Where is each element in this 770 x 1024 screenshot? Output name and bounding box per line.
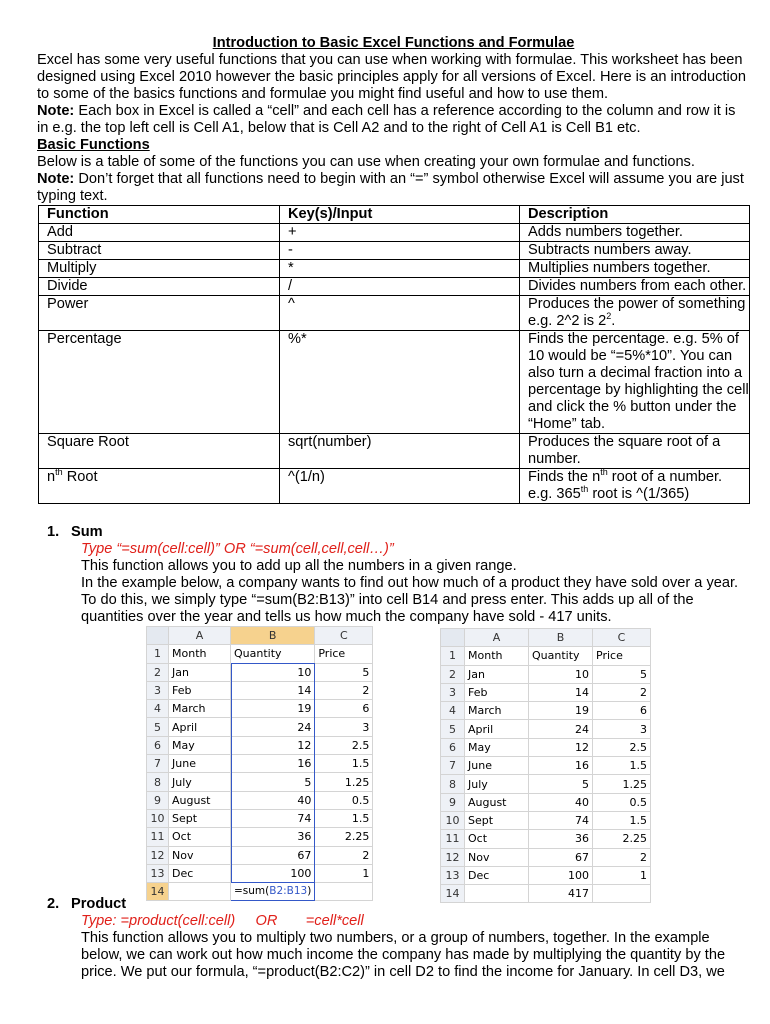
table-header-row <box>39 206 750 224</box>
sheet-row <box>441 885 651 903</box>
row-header[interactable]: 6 <box>441 738 465 756</box>
cell-function: Multiply <box>39 260 280 278</box>
table-row <box>39 224 750 242</box>
sheet-row <box>441 720 651 738</box>
sheet-row <box>441 848 651 866</box>
cell-function: Square Root <box>39 434 280 469</box>
sheet-cell[interactable]: July <box>465 775 529 793</box>
sheet-cell[interactable]: 6 <box>315 700 373 718</box>
sheet-cell[interactable]: Nov <box>169 846 231 864</box>
sheet-cell[interactable]: 36 <box>529 830 593 848</box>
total-cell[interactable]: 417 <box>529 885 593 903</box>
sheet-cell[interactable]: Dec <box>169 864 231 882</box>
sheet-cell[interactable]: May <box>465 738 529 756</box>
product-heading: Product <box>71 896 127 912</box>
sheet-cell[interactable]: 3 <box>315 718 373 736</box>
sheet-corner[interactable] <box>147 627 169 645</box>
sheet-cell[interactable]: Price <box>315 645 373 663</box>
cell-function: Percentage <box>39 331 280 434</box>
sheet-cell[interactable]: Oct <box>465 830 529 848</box>
sheet-cell[interactable]: Month <box>465 647 529 665</box>
sheet-cell[interactable]: 1.5 <box>315 755 373 773</box>
product-paragraph-1: This function allows you to multiply two numbers, or a group of numbers, together. In the example below, we can work out how much income the company has made by multiplying the quantity by the price. We put our formula, “=product(B2:C2)” in cell D2 to find the income for January. In cell D3, we <box>81 930 726 980</box>
note-equals <box>37 171 750 205</box>
row-header[interactable]: 4 <box>441 702 465 720</box>
sheet-cell[interactable]: July <box>169 773 231 791</box>
row-header[interactable]: 2 <box>147 663 169 681</box>
sheet-cell[interactable]: June <box>169 755 231 773</box>
sheet-row <box>441 647 651 665</box>
sheet-corner[interactable] <box>441 629 465 647</box>
note-label: Note: <box>37 103 75 119</box>
sheet-row <box>441 683 651 701</box>
sheet-cell[interactable] <box>465 885 529 903</box>
table-row <box>39 278 750 296</box>
row-header[interactable]: 14 <box>441 885 465 903</box>
sheet-cell[interactable]: May <box>169 736 231 754</box>
sheet-cell[interactable]: 67 <box>529 848 593 866</box>
cell-function: Add <box>39 224 280 242</box>
cell-key: * <box>280 260 520 278</box>
sum-paragraph-2: In the example below, a company wants to find out how much of a product they have sold over a year. To do this, we simply type “=sum(B2:B13)” into cell B14 and press enter. This adds up all of the quantities over the year and tells us how much the company have sold - 417 units. <box>81 575 739 625</box>
intro-paragraph: Excel has some very useful functions that you can use when working with formulae. This worksheet has been designed using Excel 2010 however the basic principles apply for all versions of Excel. Here is an introduction to some of the basics functions and formulae you might find useful and how to use them. <box>37 52 746 102</box>
sheet-cell[interactable]: 0.5 <box>315 791 373 809</box>
cell-description: Subtracts numbers away. <box>520 242 750 260</box>
row-header[interactable]: 7 <box>147 755 169 773</box>
sheet-cell[interactable]: 19 <box>231 700 315 718</box>
product-section <box>37 896 750 981</box>
sheet-cell[interactable]: 74 <box>529 811 593 829</box>
sheet-cell[interactable]: 1.5 <box>593 811 651 829</box>
sheet-cell[interactable]: 1 <box>593 866 651 884</box>
header-description: Description <box>520 206 750 224</box>
row-header[interactable]: 14 <box>147 883 169 901</box>
cell-description: Divides numbers from each other. <box>520 278 750 296</box>
sheet-cell[interactable]: Jan <box>465 665 529 683</box>
sheet-cell[interactable]: 36 <box>231 828 315 846</box>
sheet-row <box>441 738 651 756</box>
basic-functions-text: Below is a table of some of the functions you can use when creating your own formulae and functions. <box>37 154 695 170</box>
table-row <box>39 331 750 434</box>
row-header[interactable]: 8 <box>441 775 465 793</box>
cell-key: / <box>280 278 520 296</box>
sheet-cell[interactable]: 40 <box>529 793 593 811</box>
sheet-cell[interactable]: 16 <box>529 757 593 775</box>
sheet-cell[interactable]: Sept <box>465 811 529 829</box>
row-header[interactable]: 5 <box>147 718 169 736</box>
formula-cell[interactable]: =sum(B2:B13) <box>231 883 315 901</box>
basic-functions-heading: Basic Functions <box>37 137 150 153</box>
cell-key: sqrt(number) <box>280 434 520 469</box>
product-type-line: Type: =product(cell:cell) OR =cell*cell <box>81 913 364 929</box>
spreadsheet-with-result <box>440 628 651 903</box>
sheet-cell[interactable]: 1.5 <box>593 757 651 775</box>
row-header[interactable]: 5 <box>441 720 465 738</box>
sheet-cell[interactable]: Month <box>169 645 231 663</box>
sheet-cell[interactable]: 2 <box>315 846 373 864</box>
sheet-cell[interactable]: March <box>465 702 529 720</box>
sheet-cell[interactable]: 12 <box>231 736 315 754</box>
sheet-row <box>441 775 651 793</box>
sheet-cell[interactable]: Feb <box>169 681 231 699</box>
table-row <box>39 260 750 278</box>
row-header[interactable]: 4 <box>147 700 169 718</box>
row-header[interactable]: 11 <box>147 828 169 846</box>
sheet-cell[interactable]: 24 <box>529 720 593 738</box>
sheet-cell[interactable]: 100 <box>231 864 315 882</box>
sheet-cell[interactable]: Nov <box>465 848 529 866</box>
row-header[interactable]: 12 <box>441 848 465 866</box>
sum-type-line: Type “=sum(cell:cell)” OR “=sum(cell,cell,cell…)” <box>81 541 394 557</box>
sheet-cell[interactable] <box>593 885 651 903</box>
cell-key: - <box>280 242 520 260</box>
sheet-cell[interactable]: 10 <box>231 663 315 681</box>
row-header[interactable]: 1 <box>147 645 169 663</box>
row-header[interactable]: 1 <box>441 647 465 665</box>
column-header[interactable]: B <box>231 627 315 645</box>
sheet-cell[interactable]: Price <box>593 647 651 665</box>
sheet-cell[interactable]: April <box>169 718 231 736</box>
sheet-cell[interactable]: 100 <box>529 866 593 884</box>
row-header[interactable]: 7 <box>441 757 465 775</box>
sheet-cell[interactable]: Sept <box>169 809 231 827</box>
cell-description: Finds the percentage. e.g. 5% of 10 would be “=5%*10”. You can also turn a decimal fraction into a percentage by highlighting the cell and click the % button under the “Home” tab. <box>520 331 750 434</box>
note-text: Don’t forget that all functions need to begin with an “=” symbol otherwise Excel will assume you are just typing text. <box>37 171 744 204</box>
column-header[interactable]: B <box>529 629 593 647</box>
sheet-cell[interactable]: March <box>169 700 231 718</box>
row-header[interactable]: 13 <box>147 864 169 882</box>
sheet-cell[interactable]: 16 <box>231 755 315 773</box>
sheet-cell[interactable]: August <box>169 791 231 809</box>
sheet-cell[interactable]: Dec <box>465 866 529 884</box>
sheet-cell[interactable]: 2.25 <box>593 830 651 848</box>
cell-function: Divide <box>39 278 280 296</box>
sheet-row <box>441 811 651 829</box>
sheet-cell[interactable]: 1.25 <box>593 775 651 793</box>
sum-heading: Sum <box>71 524 103 540</box>
sheet-cell[interactable]: 40 <box>231 791 315 809</box>
sheet-cell[interactable]: Quantity <box>529 647 593 665</box>
table-row <box>39 434 750 469</box>
sheet-cell[interactable]: April <box>465 720 529 738</box>
sheet-cell[interactable]: 10 <box>529 665 593 683</box>
row-header[interactable]: 3 <box>441 683 465 701</box>
row-header[interactable]: 9 <box>441 793 465 811</box>
row-header[interactable]: 3 <box>147 681 169 699</box>
sheet-row <box>441 665 651 683</box>
sheet-cell[interactable]: 2 <box>593 683 651 701</box>
sheet-cell[interactable]: 5 <box>231 773 315 791</box>
sheet-cell[interactable]: 0.5 <box>593 793 651 811</box>
selected-range-outline <box>231 663 315 883</box>
sheet-cell[interactable]: 14 <box>231 681 315 699</box>
sheet-cell[interactable]: 5 <box>529 775 593 793</box>
sum-section <box>37 524 750 626</box>
sheet-cell[interactable] <box>315 883 373 901</box>
sheet-cell[interactable]: 1 <box>315 864 373 882</box>
sheet-cell[interactable] <box>169 883 231 901</box>
note-label: Note: <box>37 171 75 187</box>
sum-number: 1. <box>47 524 60 540</box>
cell-key: ^(1/n) <box>280 469 520 504</box>
sheet-cell[interactable]: 3 <box>593 720 651 738</box>
document-title: Introduction to Basic Excel Functions and Formulae <box>212 35 575 51</box>
sheet-cell[interactable]: 2 <box>315 681 373 699</box>
row-header[interactable]: 8 <box>147 773 169 791</box>
sheet-cell[interactable]: 67 <box>231 846 315 864</box>
cell-description: Multiplies numbers together. <box>520 260 750 278</box>
sheet-cell[interactable]: 2 <box>593 848 651 866</box>
cell-description: Finds the $n^{th}$ root of a number. e.g. 365th root is ^(1/365) <box>520 469 750 504</box>
row-header[interactable]: 12 <box>147 846 169 864</box>
sheet-cell[interactable]: August <box>465 793 529 811</box>
cell-description: Adds numbers together. <box>520 224 750 242</box>
sheet-cell[interactable]: 74 <box>231 809 315 827</box>
spreadsheet-examples <box>37 626 750 901</box>
sheet-cell[interactable]: June <box>465 757 529 775</box>
sheet-row <box>441 830 651 848</box>
sum-paragraph-1: This function allows you to add up all the numbers in a given range. <box>81 558 517 574</box>
header-function: Function <box>39 206 280 224</box>
cell-key: ^ <box>280 296 520 331</box>
sheet-cell[interactable]: 19 <box>529 702 593 720</box>
cell-key: + <box>280 224 520 242</box>
sheet-cell[interactable]: 24 <box>231 718 315 736</box>
sheet-cell[interactable]: Jan <box>169 663 231 681</box>
sheet-row <box>441 866 651 884</box>
row-header[interactable]: 10 <box>441 811 465 829</box>
cell-description: Produces the power of something e.g. 2^2 is $2^2$. <box>520 296 750 331</box>
product-number: 2. <box>47 896 60 912</box>
sheet-row <box>441 757 651 775</box>
sheet-row <box>147 883 373 901</box>
sheet-cell[interactable]: 12 <box>529 738 593 756</box>
row-header[interactable]: 10 <box>147 809 169 827</box>
table-row <box>39 296 750 331</box>
row-header[interactable]: 6 <box>147 736 169 754</box>
sheet-row <box>147 645 373 663</box>
functions-table <box>38 205 750 504</box>
sheet-cell[interactable]: 2.25 <box>315 828 373 846</box>
row-header[interactable]: 11 <box>441 830 465 848</box>
sheet-cell[interactable]: Feb <box>465 683 529 701</box>
sheet-cell[interactable]: Quantity <box>231 645 315 663</box>
cell-function: $n^{th}$ Root <box>39 469 280 504</box>
sheet-cell[interactable]: 14 <box>529 683 593 701</box>
sheet-cell[interactable]: 2.5 <box>593 738 651 756</box>
header-keys: Key(s)/Input <box>280 206 520 224</box>
cell-key: %* <box>280 331 520 434</box>
sheet-row <box>441 702 651 720</box>
note-cells <box>37 103 750 137</box>
table-row <box>39 469 750 504</box>
cell-function: Power <box>39 296 280 331</box>
sheet-row <box>441 793 651 811</box>
note-text: Each box in Excel is called a “cell” and each cell has a reference according to the column and row it is in e.g. the top left cell is Cell A1, below that is Cell A2 and to the right of Cell A1 is Cell B1 etc. <box>37 103 736 136</box>
row-header[interactable]: 2 <box>441 665 465 683</box>
column-header[interactable]: A <box>169 627 231 645</box>
sheet-cell[interactable]: Oct <box>169 828 231 846</box>
column-header[interactable]: A <box>465 629 529 647</box>
sheet-cell[interactable]: 6 <box>593 702 651 720</box>
table-row <box>39 242 750 260</box>
column-header[interactable]: C <box>593 629 651 647</box>
cell-function: Subtract <box>39 242 280 260</box>
row-header[interactable]: 9 <box>147 791 169 809</box>
sheet-cell[interactable]: 5 <box>593 665 651 683</box>
sheet-cell[interactable]: 5 <box>315 663 373 681</box>
sheet-cell[interactable]: 1.25 <box>315 773 373 791</box>
sheet-cell[interactable]: 1.5 <box>315 809 373 827</box>
column-header[interactable]: C <box>315 627 373 645</box>
sheet-cell[interactable]: 2.5 <box>315 736 373 754</box>
cell-description: Produces the square root of a number. <box>520 434 750 469</box>
row-header[interactable]: 13 <box>441 866 465 884</box>
